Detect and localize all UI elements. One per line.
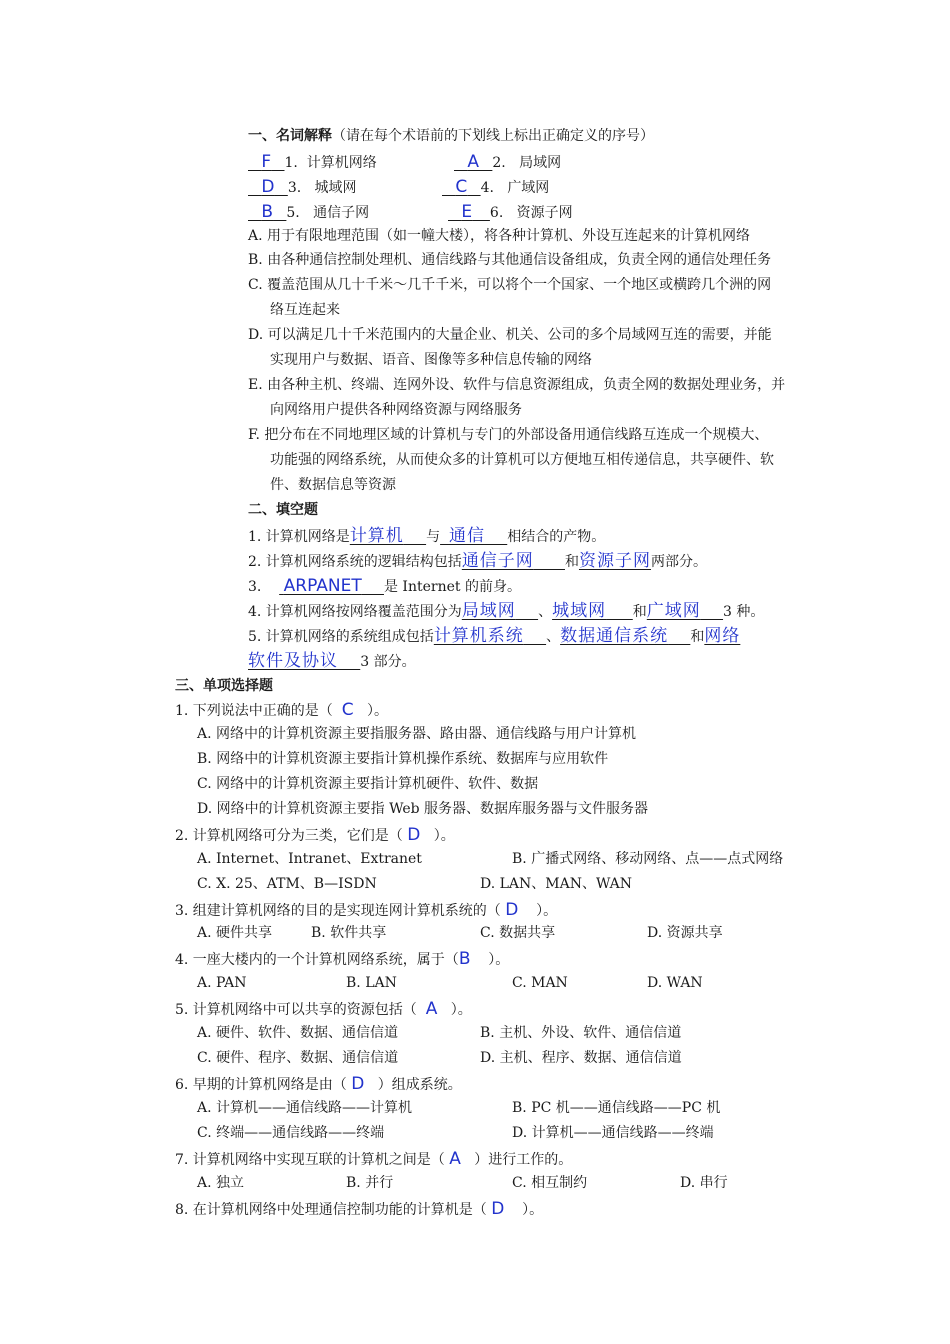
mc-option: A. Internet、Intranet、Extranet [197,851,422,867]
mc-option: B. 主机、外设、软件、通信信道 [480,1025,682,1041]
fill-answer: 资源子网 [578,551,651,571]
definition-f-cont-1: 功能强的网络系统，从而使众多的计算机可以方便地互相传递信息，共享硬件、软 [270,452,774,468]
mc-option: B. 并行 [346,1175,394,1191]
fill-question-4: 4. 计算机网络按网络覆盖范围分为局域网 、城域网 和广域网 3 种。 [248,601,765,621]
fill-answer: 计算机系统 [433,626,524,646]
definition-d: D. 可以满足几十千米范围内的大量企业、机关、公司的多个局域网互连的需要，并能 [248,327,772,343]
definition-e: E. 由各种主机、终端、连网外设、软件与信息资源组成，负责全网的数据处理业务，并 [248,377,786,393]
mc-option: C. 网络中的计算机资源主要指计算机硬件、软件、数据 [197,776,539,792]
mc-option: D. 主机、程序、数据、通信信道 [480,1050,682,1066]
mc-question-8: 8. 在计算机网络中处理通信控制功能的计算机是（ D ）。 [175,1199,544,1219]
mc-question-5: 5. 计算机网络中可以共享的资源包括（ A ）。 [175,999,472,1019]
mc-option: B. 网络中的计算机资源主要指计算机操作系统、数据库与应用软件 [197,751,609,767]
answer-blank: E [461,202,473,222]
term-label: 局域网 [519,155,562,171]
mc-option: B. LAN [346,975,397,991]
mc-option: A. PAN [197,975,247,991]
term-label: 广域网 [507,180,550,196]
fill-question-3: 3. ARPANET 是 Internet 的前身。 [248,576,521,596]
fill-answer: 软件及协议 [248,651,338,671]
mc-option: C. 数据共享 [480,925,556,941]
term-label: 计算机网络 [306,155,377,171]
definition-d-cont: 实现用户与数据、语音、图像等多种信息传输的网络 [270,352,592,368]
definition-e-cont: 向网络用户提供各种网络资源与网络服务 [270,402,522,418]
mc-option: D. 计算机——通信线路——终端 [512,1125,714,1141]
section-1-instruction: （请在每个术语前的下划线上标出正确定义的序号） [332,128,654,144]
definition-f: F. 把分布在不同地理区域的计算机与专门的外部设备用通信线路互连成一个规模大、 [248,427,769,443]
term-row: A 2. 局域网 [454,152,561,172]
fill-answer: 数据通信系统 [560,626,669,646]
definition-a: A. 用于有限地理范围（如一幢大楼），将各种计算机、外设互连起来的计算机网络 [248,228,751,244]
definition-f-cont-2: 件、数据信息等资源 [270,477,396,493]
mc-option: A. 硬件、软件、数据、通信信道 [197,1025,399,1041]
definition-b: B. 由各种通信控制处理机、通信线路与其他通信设备组成，负责全网的通信处理任务 [248,252,772,268]
mc-answer: D [505,900,519,920]
fill-question-5: 5. 计算机网络的系统组成包括计算机系统 、数据通信系统 和网络 [248,626,741,646]
section-2-title: 二、填空题 [248,502,318,518]
answer-blank: D [261,177,275,197]
mc-option: B. 广播式网络、移动网络、点——点式网络 [512,851,784,867]
mc-option: D. 网络中的计算机资源主要指 Web 服务器、数据库服务器与文件服务器 [197,801,649,817]
mc-answer: D [351,1074,365,1094]
mc-answer: B [458,949,471,969]
section-3-title: 三、单项选择题 [175,678,273,694]
fill-answer: 通信子网 [461,551,534,571]
fill-question-1: 1. 计算机网络是计算机 与 通信 相结合的产物。 [248,526,606,546]
term-label: 资源子网 [516,205,573,221]
mc-question-1: 1. 下列说法中正确的是（ C ）。 [175,700,388,720]
term-label: 通信子网 [313,205,370,221]
mc-option: C. 相互制约 [512,1175,588,1191]
answer-blank: A [467,152,479,172]
term-row: F 1. 计算机网络 [248,152,377,172]
mc-option: B. 软件共享 [311,925,387,941]
mc-option: D. 资源共享 [647,925,723,941]
fill-answer: 网络 [704,626,741,646]
mc-answer: C [341,700,354,720]
definition-c: C. 覆盖范围从几十千米～几千千米，可以将个一个国家、一个地区或横跨几个洲的网 [248,277,772,293]
mc-option: A. 独立 [197,1175,245,1191]
fill-answer: 局域网 [461,601,516,621]
mc-option: D. LAN、MAN、WAN [480,876,633,892]
mc-question-3: 3. 组建计算机网络的目的是实现连网计算机系统的（ D ）。 [175,900,558,920]
mc-option: C. 硬件、程序、数据、通信信道 [197,1050,399,1066]
mc-answer: A [449,1149,461,1169]
mc-option: C. MAN [512,975,568,991]
mc-option: C. 终端——通信线路——终端 [197,1125,385,1141]
mc-option: A. 硬件共享 [197,925,273,941]
term-row: B 5. 通信子网 [248,202,369,222]
mc-question-4: 4. 一座大楼内的一个计算机网络系统，属于（B ）。 [175,949,510,969]
mc-answer: D [491,1199,505,1219]
fill-question-5-cont: 软件及协议 3 部分。 [248,651,416,671]
fill-answer: 城域网 [552,601,607,621]
fill-question-2: 2. 计算机网络系统的逻辑结构包括通信子网 和资源子网两部分。 [248,551,707,571]
term-row: E 6. 资源子网 [448,202,573,222]
mc-option: A. 计算机——通信线路——计算机 [197,1100,413,1116]
definition-c-cont: 络互连起来 [270,302,340,318]
term-row: D 3. 城域网 [248,177,357,197]
term-row: C 4. 广域网 [442,177,549,197]
mc-question-7: 7. 计算机网络中实现互联的计算机之间是（ A ）进行工作的。 [175,1149,573,1169]
mc-option: B. PC 机——通信线路——PC 机 [512,1100,721,1116]
fill-answer: ARPANET [283,576,362,596]
mc-option: D. WAN [647,975,703,991]
answer-blank: F [261,152,272,172]
mc-question-2: 2. 计算机网络可分为三类，它们是（ D ）。 [175,825,455,845]
fill-answer: 计算机 [349,526,404,546]
section-1-heading [248,126,654,146]
mc-option: C. X. 25、ATM、B—ISDN [197,876,377,892]
mc-question-6: 6. 早期的计算机网络是由（ D ）组成系统。 [175,1074,462,1094]
mc-option: A. 网络中的计算机资源主要指服务器、路由器、通信线路与用户计算机 [197,726,637,742]
mc-answer: D [407,825,421,845]
answer-blank: B [261,202,274,222]
term-label: 城域网 [314,180,357,196]
section-1-title: 一、名词解释 [248,128,332,144]
answer-blank: C [455,177,468,197]
mc-answer: A [425,999,438,1019]
fill-answer: 通信 [448,526,485,546]
mc-option: D. 串行 [680,1175,728,1191]
fill-answer: 广域网 [646,601,701,621]
